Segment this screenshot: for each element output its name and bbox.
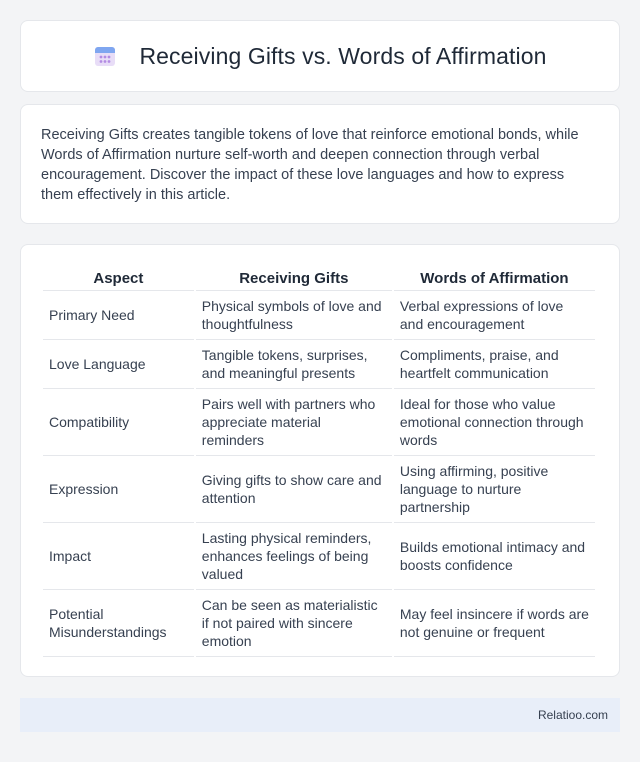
- table-cell: Can be seen as materialistic if not paired with sincere emotion: [196, 590, 392, 657]
- table-cell-aspect: Impact: [43, 523, 194, 590]
- table-cell: Builds emotional intimacy and boosts confidence: [394, 523, 595, 590]
- table-row: [43, 340, 595, 389]
- table-cell-aspect: Expression: [43, 456, 194, 523]
- page-title: Receiving Gifts vs. Words of Affirmation: [139, 42, 547, 69]
- table-cell: May feel insincere if words are not genuine or frequent: [394, 590, 595, 657]
- table-cell: Using affirming, positive language to nurture partnership: [394, 456, 595, 523]
- table-cell: Compliments, praise, and heartfelt communication: [394, 340, 595, 389]
- comparison-table: [41, 265, 597, 657]
- table-row: [43, 389, 595, 456]
- column-header-receiving-gifts: Receiving Gifts: [196, 265, 392, 291]
- table-cell: Pairs well with partners who appreciate material reminders: [196, 389, 392, 456]
- intro-card: [20, 104, 620, 224]
- table-cell-aspect: Potential Misunderstandings: [43, 590, 194, 657]
- table-cell-aspect: Compatibility: [43, 389, 194, 456]
- column-header-words-of-affirmation: Words of Affirmation: [394, 265, 595, 291]
- table-cell: Lasting physical reminders, enhances feelings of being valued: [196, 523, 392, 590]
- table-row: [43, 523, 595, 590]
- table-row: [43, 456, 595, 523]
- intro-text: Receiving Gifts creates tangible tokens of love that reinforce emotional bonds, while Words of Affirmation nurture self-worth and deepen connection through verbal encouragement. Discover the impact of these love languages and how to express them effectively in this article.: [41, 127, 579, 203]
- table-cell: Verbal expressions of love and encouragement: [394, 291, 595, 340]
- table-cell: Giving gifts to show care and attention: [196, 456, 392, 523]
- table-row: [43, 291, 595, 340]
- table-row: [43, 590, 595, 657]
- table-cell: Tangible tokens, surprises, and meaningful presents: [196, 340, 392, 389]
- table-header-row: [43, 265, 595, 291]
- title-card: [20, 20, 620, 92]
- footer-site-name: Relatioo.com: [537, 708, 608, 722]
- comparison-table-card: [20, 244, 620, 677]
- table-cell-aspect: Love Language: [43, 340, 194, 389]
- column-header-aspect: Aspect: [43, 265, 194, 291]
- table-cell-aspect: Primary Need: [43, 291, 194, 340]
- footer: [20, 698, 620, 732]
- calendar-icon: [93, 44, 117, 68]
- table-cell: Ideal for those who value emotional connection through words: [394, 389, 595, 456]
- table-cell: Physical symbols of love and thoughtfulness: [196, 291, 392, 340]
